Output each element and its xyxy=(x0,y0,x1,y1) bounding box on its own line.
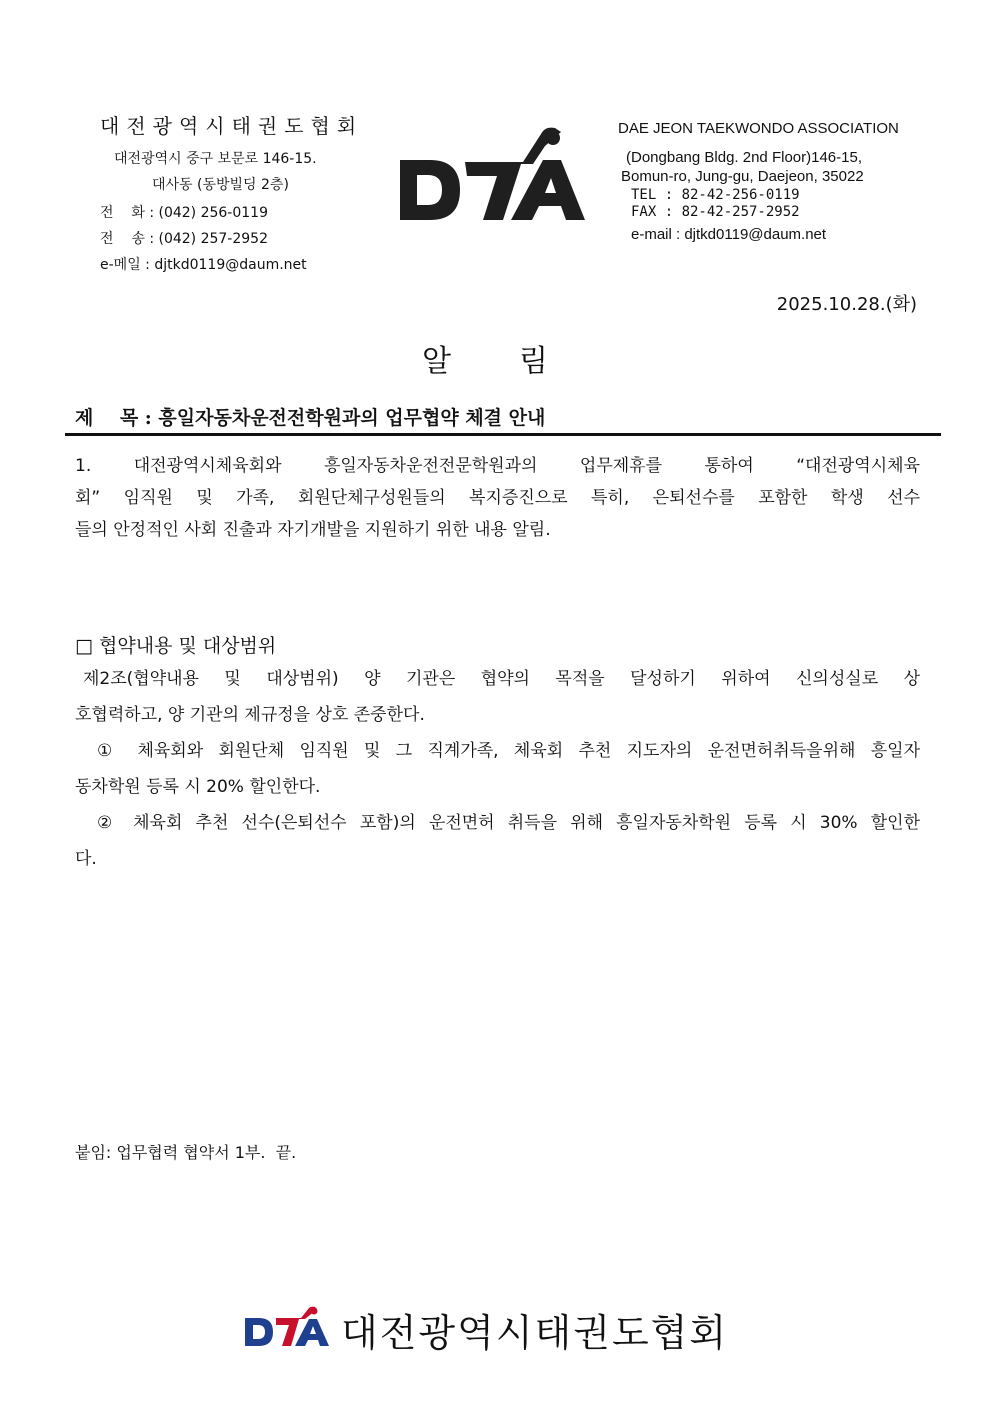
fax-en: FAX : 82-42-257-2952 xyxy=(631,204,800,220)
en-header xyxy=(618,120,918,243)
footer-dta-logo-icon xyxy=(243,1306,333,1350)
item-2-line: ② 체육회 추천 선수(은퇴선수 포함)의 운전면허 취득을 위해 흥일자동차학원 등록 시 30% 할인한 xyxy=(97,813,920,833)
paragraph-1 xyxy=(75,450,920,546)
address-kr-line1: 대전광역시 중구 보문로 146-15. xyxy=(114,151,317,167)
attachment-note: 붙임: 업무협력 협약서 1부. 끝. xyxy=(75,1143,297,1162)
phone-label: 전 화 xyxy=(100,205,145,221)
address-en-line1: (Dongbang Bldg. 2nd Floor)146-15, xyxy=(626,149,862,166)
subject-row xyxy=(75,403,545,430)
phone-value: : (042) 256-0119 xyxy=(149,205,268,221)
article-2-line: 호협력하고, 양 기관의 제규정을 상호 존중한다. xyxy=(75,705,425,725)
email-value: : djtkd0119@daum.net xyxy=(145,257,307,273)
item-2-line: 다. xyxy=(75,849,97,869)
subject-label: 제 목 xyxy=(75,407,139,429)
footer-org-name: 대전광역시태권도협회 xyxy=(341,1311,729,1355)
paragraph-1-line: 1. 대전광역시체육회와 흥일자동차운전전문학원과의 업무제휴를 통하여 “대전광역시체육 xyxy=(75,456,920,476)
dta-logo-icon xyxy=(395,120,595,230)
article-2 xyxy=(75,661,920,877)
fax-label: 전 송 xyxy=(100,231,145,247)
fax-row xyxy=(100,228,380,248)
document-title: 알림 xyxy=(422,344,616,379)
tel-en: TEL : 82-42-256-0119 xyxy=(631,187,800,203)
org-name-en: DAE JEON TAEKWONDO ASSOCIATION xyxy=(618,120,899,137)
section-heading: □ 협약내용 및 대상범위 xyxy=(75,635,277,657)
address-kr-line2: 대사동 (동방빌딩 2층) xyxy=(152,177,289,193)
subject-value: : 흥일자동차운전전학원과의 업무협약 체결 안내 xyxy=(144,407,546,429)
fax-value: : (042) 257-2952 xyxy=(149,231,268,247)
item-1-line: 동차학원 등록 시 20% 할인한다. xyxy=(75,777,321,797)
org-name-kr: 대전광역시태권도협회 xyxy=(100,114,364,138)
email-label: e-메일 xyxy=(100,257,141,273)
document-date: 2025.10.28.(화) xyxy=(776,294,917,315)
footer xyxy=(243,1300,763,1356)
kr-header xyxy=(100,110,380,274)
article-2-line: 제2조(협약내용 및 대상범위) 양 기관은 협약의 목적을 달성하기 위하여 신의성실로 상 xyxy=(83,669,920,689)
paragraph-1-line: 들의 안정적인 사회 진출과 자기개발을 지원하기 위한 내용 알림. xyxy=(75,520,551,540)
address-en-line2: Bomun-ro, Jung-gu, Daejeon, 35022 xyxy=(621,168,864,185)
subject-divider xyxy=(65,433,941,436)
dta-logo xyxy=(395,120,595,230)
paragraph-1-line: 회” 임직원 및 가족, 회원단체구성원들의 복지증진으로 특히, 은퇴선수를 포함한 학생 선수 xyxy=(75,488,920,508)
item-1-line: ① 체육회와 회원단체 임직원 및 그 직계가족, 체육회 추천 지도자의 운전면허취득을위해 흥일자 xyxy=(97,741,920,761)
email-row xyxy=(100,254,380,274)
phone-row xyxy=(100,202,380,222)
email-en: e-mail : djtkd0119@daum.net xyxy=(631,226,827,243)
